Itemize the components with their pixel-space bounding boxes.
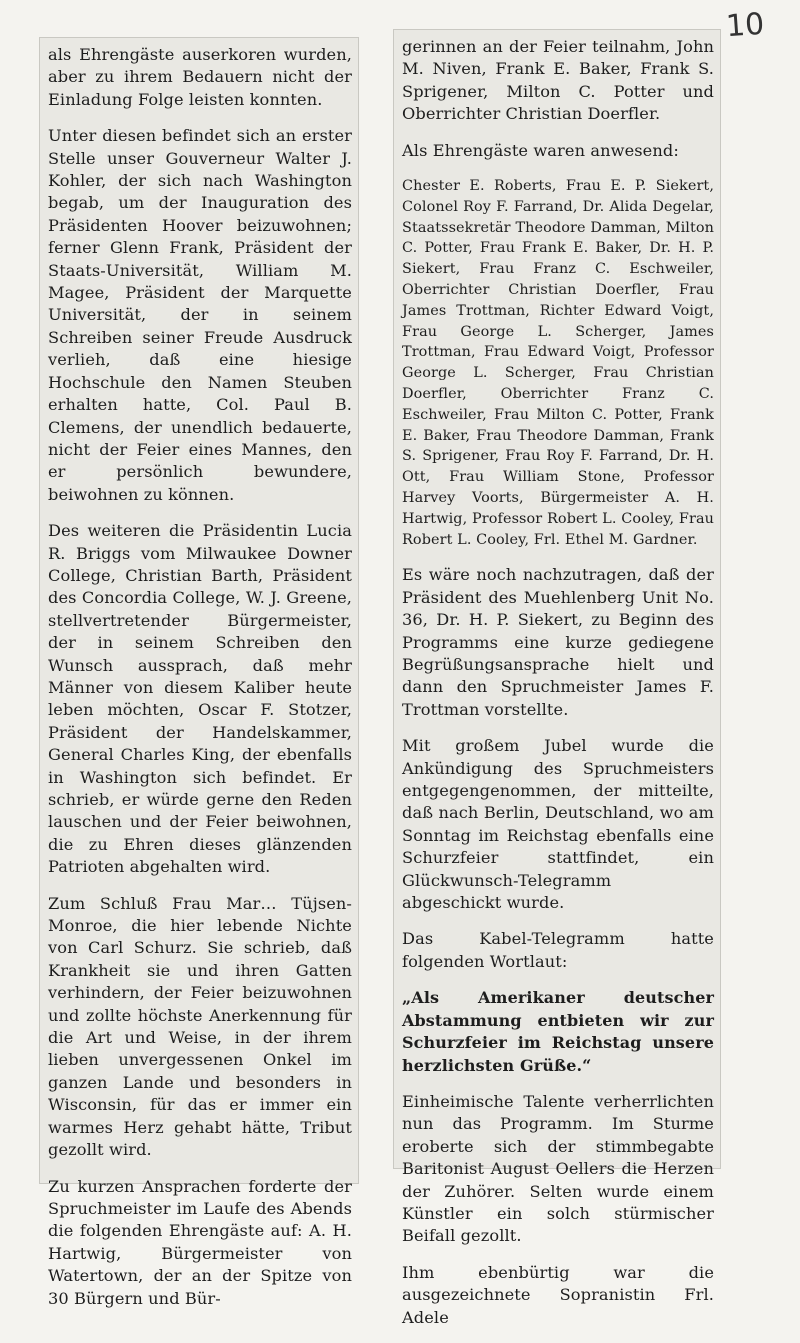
page-number: 10 [724,6,766,45]
clipping-right-column [394,30,720,1327]
paragraph: Mit großem Jubel wurde die Ankündigung des Spruchmeisters entgegengenommen, der mitteilte, daß nach Berlin, Deutschland, wo am Sonntag im Reichstag ebenfalls eine Schurzfeier stattfindet, ein Glückwunsch-Telegramm abgeschickt wurde. [402,736,714,913]
guest-list: Chester E. Roberts, Frau E. P. Siekert, Colonel Roy F. Farrand, Dr. Alida Degelar, Staatssekretär Theodore Damman, Milton C. Potter, Frau Frank E. Baker, Dr. H. P. Siekert, Frau Franz C. Eschweiler, Oberrichter Christian Doerfler, Frau James Trottman, Richter Edward Voigt, Frau George L. Scherger, James Trottman, Frau Edward Voigt, Professor George L. Scherger, Frau Christian Doerfler, Oberrichter Franz C. Eschweiler, Frau Milton C. Potter, Frank E. Baker, Frau Theodore Damman, Frank S. Sprigener, Frau Roy F. Farrand, Dr. H. Ott, Frau William Stone, Professor Harvey Voorts, Bürgermeister A. H. Hartwig, Professor Robert L. Cooley, Frau Robert L. Cooley, Frl. Ethel M. Gardner. [402,178,714,548]
paragraph: Ihm ebenbürtig war die ausgezeichnete Sopranistin Frl. Adele [402,1262,714,1327]
paragraph: Einheimische Talente verherrlichten nun das Programm. Im Sturme eroberte sich der stimmbegabte Baritonist August Oellers die Herzen der Zuhörer. Selten wurde einem Künstler ein solch stürmischer Beifall gezollt. [402,1091,714,1246]
telegram-quote: „Als Amerikaner deutscher Abstammung entbieten wir zur Schurzfeier im Reichstag unsere herzlichsten Grüße.“ [402,988,714,1075]
paragraph: Es wäre noch nachzutragen, daß der Präsident des Muehlenberg Unit No. 36, Dr. H. P. Siekert, zu Beginn des Programms eine kurze gediegene Begrüßungsansprache hielt und dann den Spruchmeister James F. Trottman vorstellte. [402,565,714,719]
paragraph: gerinnen an der Feier teilnahm, John M. Niven, Frank E. Baker, Frank S. Sprigener, Milton C. Potter und Oberrichter Christian Doerfler. [402,37,714,124]
paragraph: Das Kabel-Telegramm hatte folgenden Wortlaut: [402,929,714,971]
clipping-left-column [40,38,358,1308]
paragraph: als Ehrengäste auserkoren wurden, aber zu ihrem Bedauern nicht der Einladung Folge leisten konnten. [48,45,352,109]
paragraph: Als Ehrengäste waren anwesend: [402,140,679,160]
paragraph: Zu kurzen Ansprachen forderte der Spruchmeister im Laufe des Abends die folgenden Ehrengäste auf: A. H. Hartwig, Bürgermeister von Watertown, der an der Spitze von 30 Bürgern und Bür- [48,1176,352,1308]
paragraph: Unter diesen befindet sich an erster Stelle unser Gouverneur Walter J. Kohler, der sich nach Washington begab, um der Inauguration des Präsidenten Hoover beizuwohnen; ferner Glenn Frank, Präsident der Staats-Universität, William M. Magee, Präsident der Marquette Universität, der in seinem Schreiben seiner Freude Ausdruck verlieh, daß eine hiesige Hochschule den Namen Steuben erhalten hatte, Col. Paul B. Clemens, der unendlich bedauerte, nicht der Feier eines Mannes, den er persönlich bewundere, beiwohnen zu können. [48,126,352,504]
paragraph: Des weiteren die Präsidentin Lucia R. Briggs vom Milwaukee Downer College, Christian Barth, Präsident des Concordia College, W. J. Greene, stellvertretender Bürgermeister, der in seinem Schreiben den Wunsch aussprach, daß mehr Männer von diesem Kaliber heute leben möchten, Oscar F. Stotzer, Präsident der Handelskammer, General Charles King, der ebenfalls in Washington sich befindet. Er schrieb, er würde gerne den Reden lauschen und der Feier beiwohnen, die zu Ehren dieses glänzenden Patrioten abgehalten wird. [48,521,352,877]
paragraph: Zum Schluß Frau Mar… Tüjsen-Monroe, die hier lebende Nichte von Carl Schurz. Sie schrieb, daß Krankheit sie und ihren Gatten verhindern, der Feier beizuwohnen und zollte höchste Anerkennung für die Art und Weise, in der ihrem lieben unvergessenen Onkel im ganzen Lande und besonders in Wisconsin, für das er immer ein warmes Herz gehabt hätte, Tribut gezollt wird. [48,893,352,1160]
